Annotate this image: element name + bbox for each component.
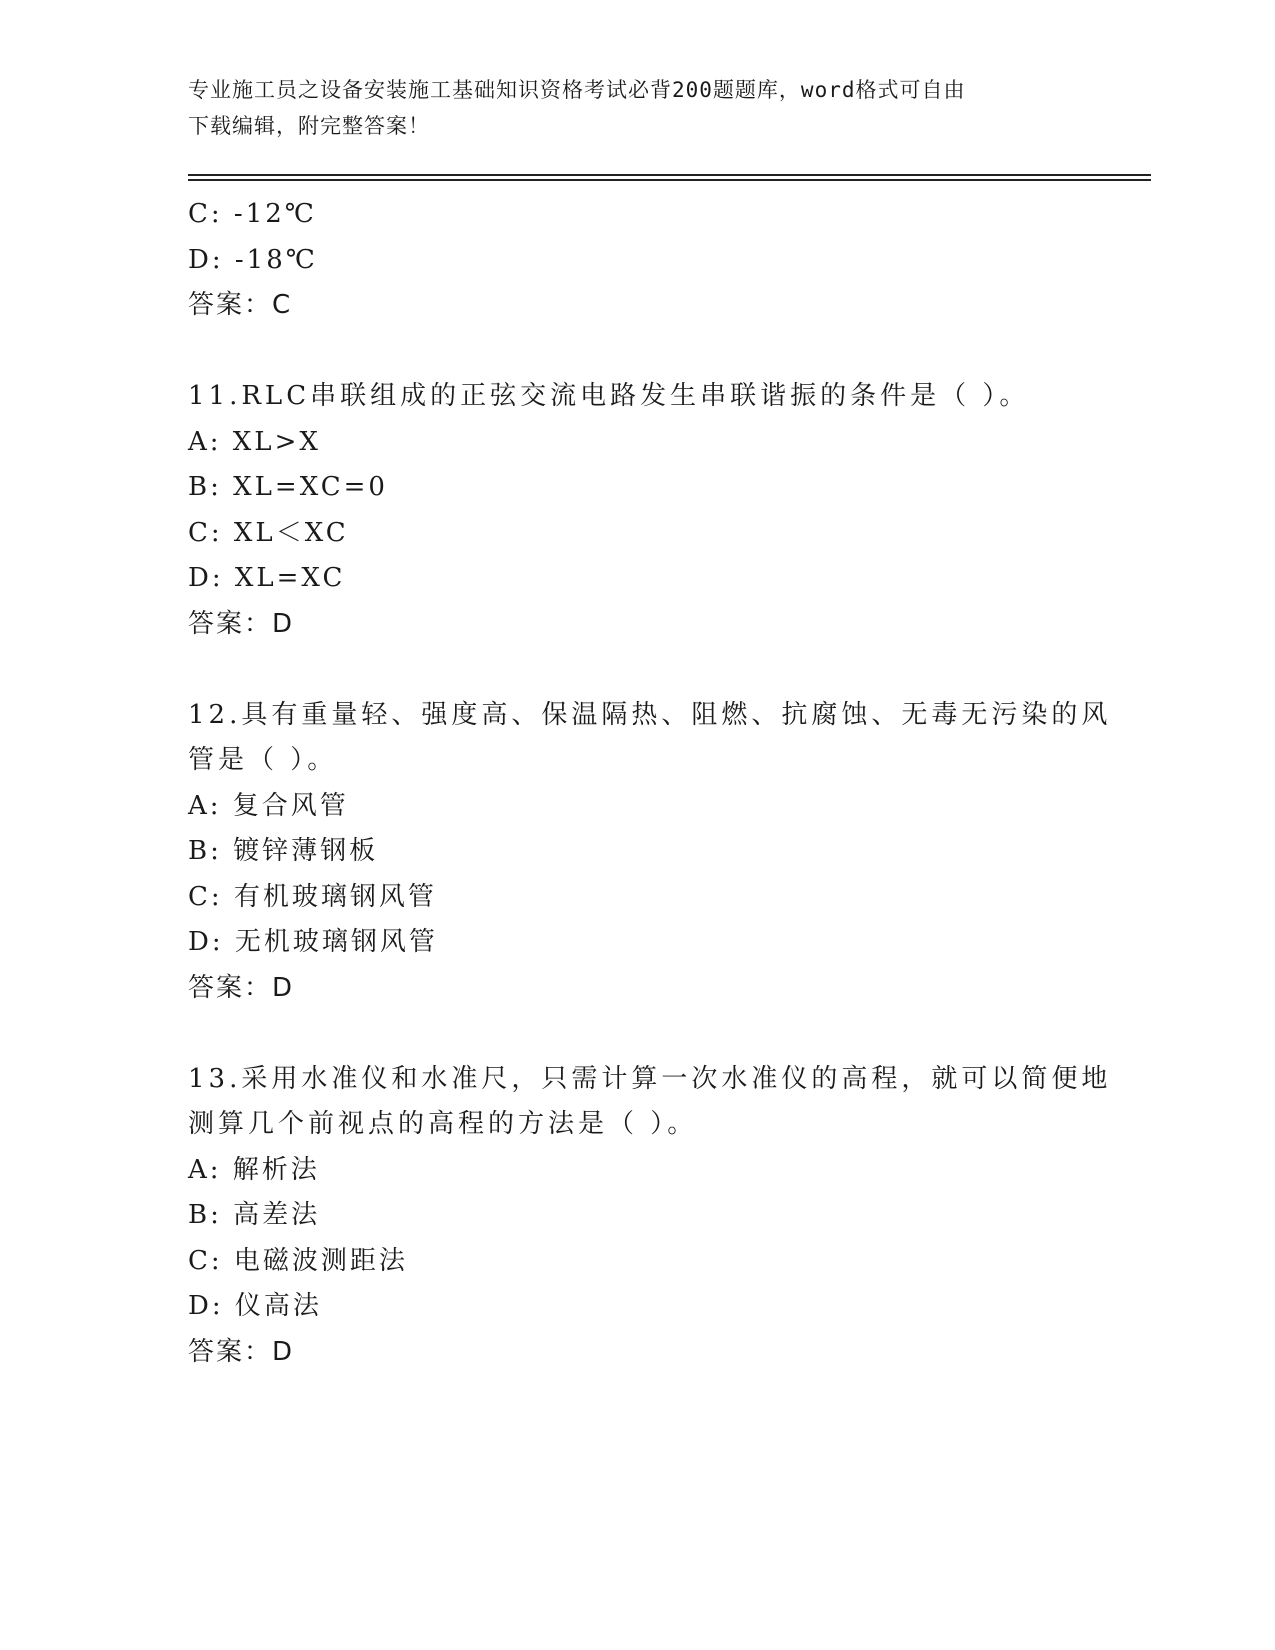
- question-11: [188, 374, 1088, 647]
- question-list: [188, 192, 1112, 1375]
- document-header: [188, 72, 1068, 144]
- option-b: B: 镀锌薄钢板: [188, 836, 379, 866]
- question-12: [188, 693, 1112, 1012]
- option-d: D: 仪高法: [188, 1291, 322, 1321]
- option-c: C: 电磁波测距法: [188, 1245, 408, 1276]
- question-13: [188, 1057, 1112, 1376]
- header-rule-top: [188, 174, 1151, 176]
- answer-line: 答案：C: [188, 290, 293, 320]
- answer-line: 答案：D: [188, 972, 295, 1003]
- option-b: B: 高差法: [188, 1200, 321, 1230]
- option-c: C: XL＜XC: [188, 517, 349, 548]
- answer-line: 答案：D: [188, 1336, 295, 1367]
- option-c: C: -12℃: [188, 199, 317, 229]
- option-a: A: 复合风管: [188, 790, 349, 821]
- option-d: D: -18℃: [188, 244, 318, 275]
- question-stem-continued: 管是（ ）。: [188, 745, 338, 775]
- header-rule-bottom: [188, 179, 1151, 181]
- header-line-1: 专业施工员之设备安装施工基础知识资格考试必背200题题库，word格式可自由: [188, 78, 966, 102]
- question-stem-continued: 测算几个前视点的高程的方法是（ ）。: [188, 1109, 698, 1139]
- answer-line: 答案：D: [188, 608, 295, 639]
- question-stem: 12.具有重量轻、强度高、保温隔热、阻燃、抗腐蚀、无毒无污染的风: [188, 699, 1112, 730]
- option-a: A: XL>X: [188, 426, 321, 457]
- question-stem: 13.采用水准仪和水准尺，只需计算一次水准仪的高程，就可以简便地: [188, 1063, 1112, 1094]
- previous-question-fragment: [188, 192, 1088, 329]
- option-a: A: 解析法: [188, 1154, 320, 1185]
- question-stem: 11.RLC串联组成的正弦交流电路发生串联谐振的条件是（ ）。: [188, 381, 1030, 411]
- header-line-2: 下载编辑，附完整答案！: [188, 114, 430, 138]
- option-d: D: 无机玻璃钢风管: [188, 927, 438, 957]
- option-d: D: XL=XC: [188, 563, 346, 593]
- option-b: B: XL=XC=0: [188, 472, 388, 502]
- option-c: C: 有机玻璃钢风管: [188, 881, 437, 912]
